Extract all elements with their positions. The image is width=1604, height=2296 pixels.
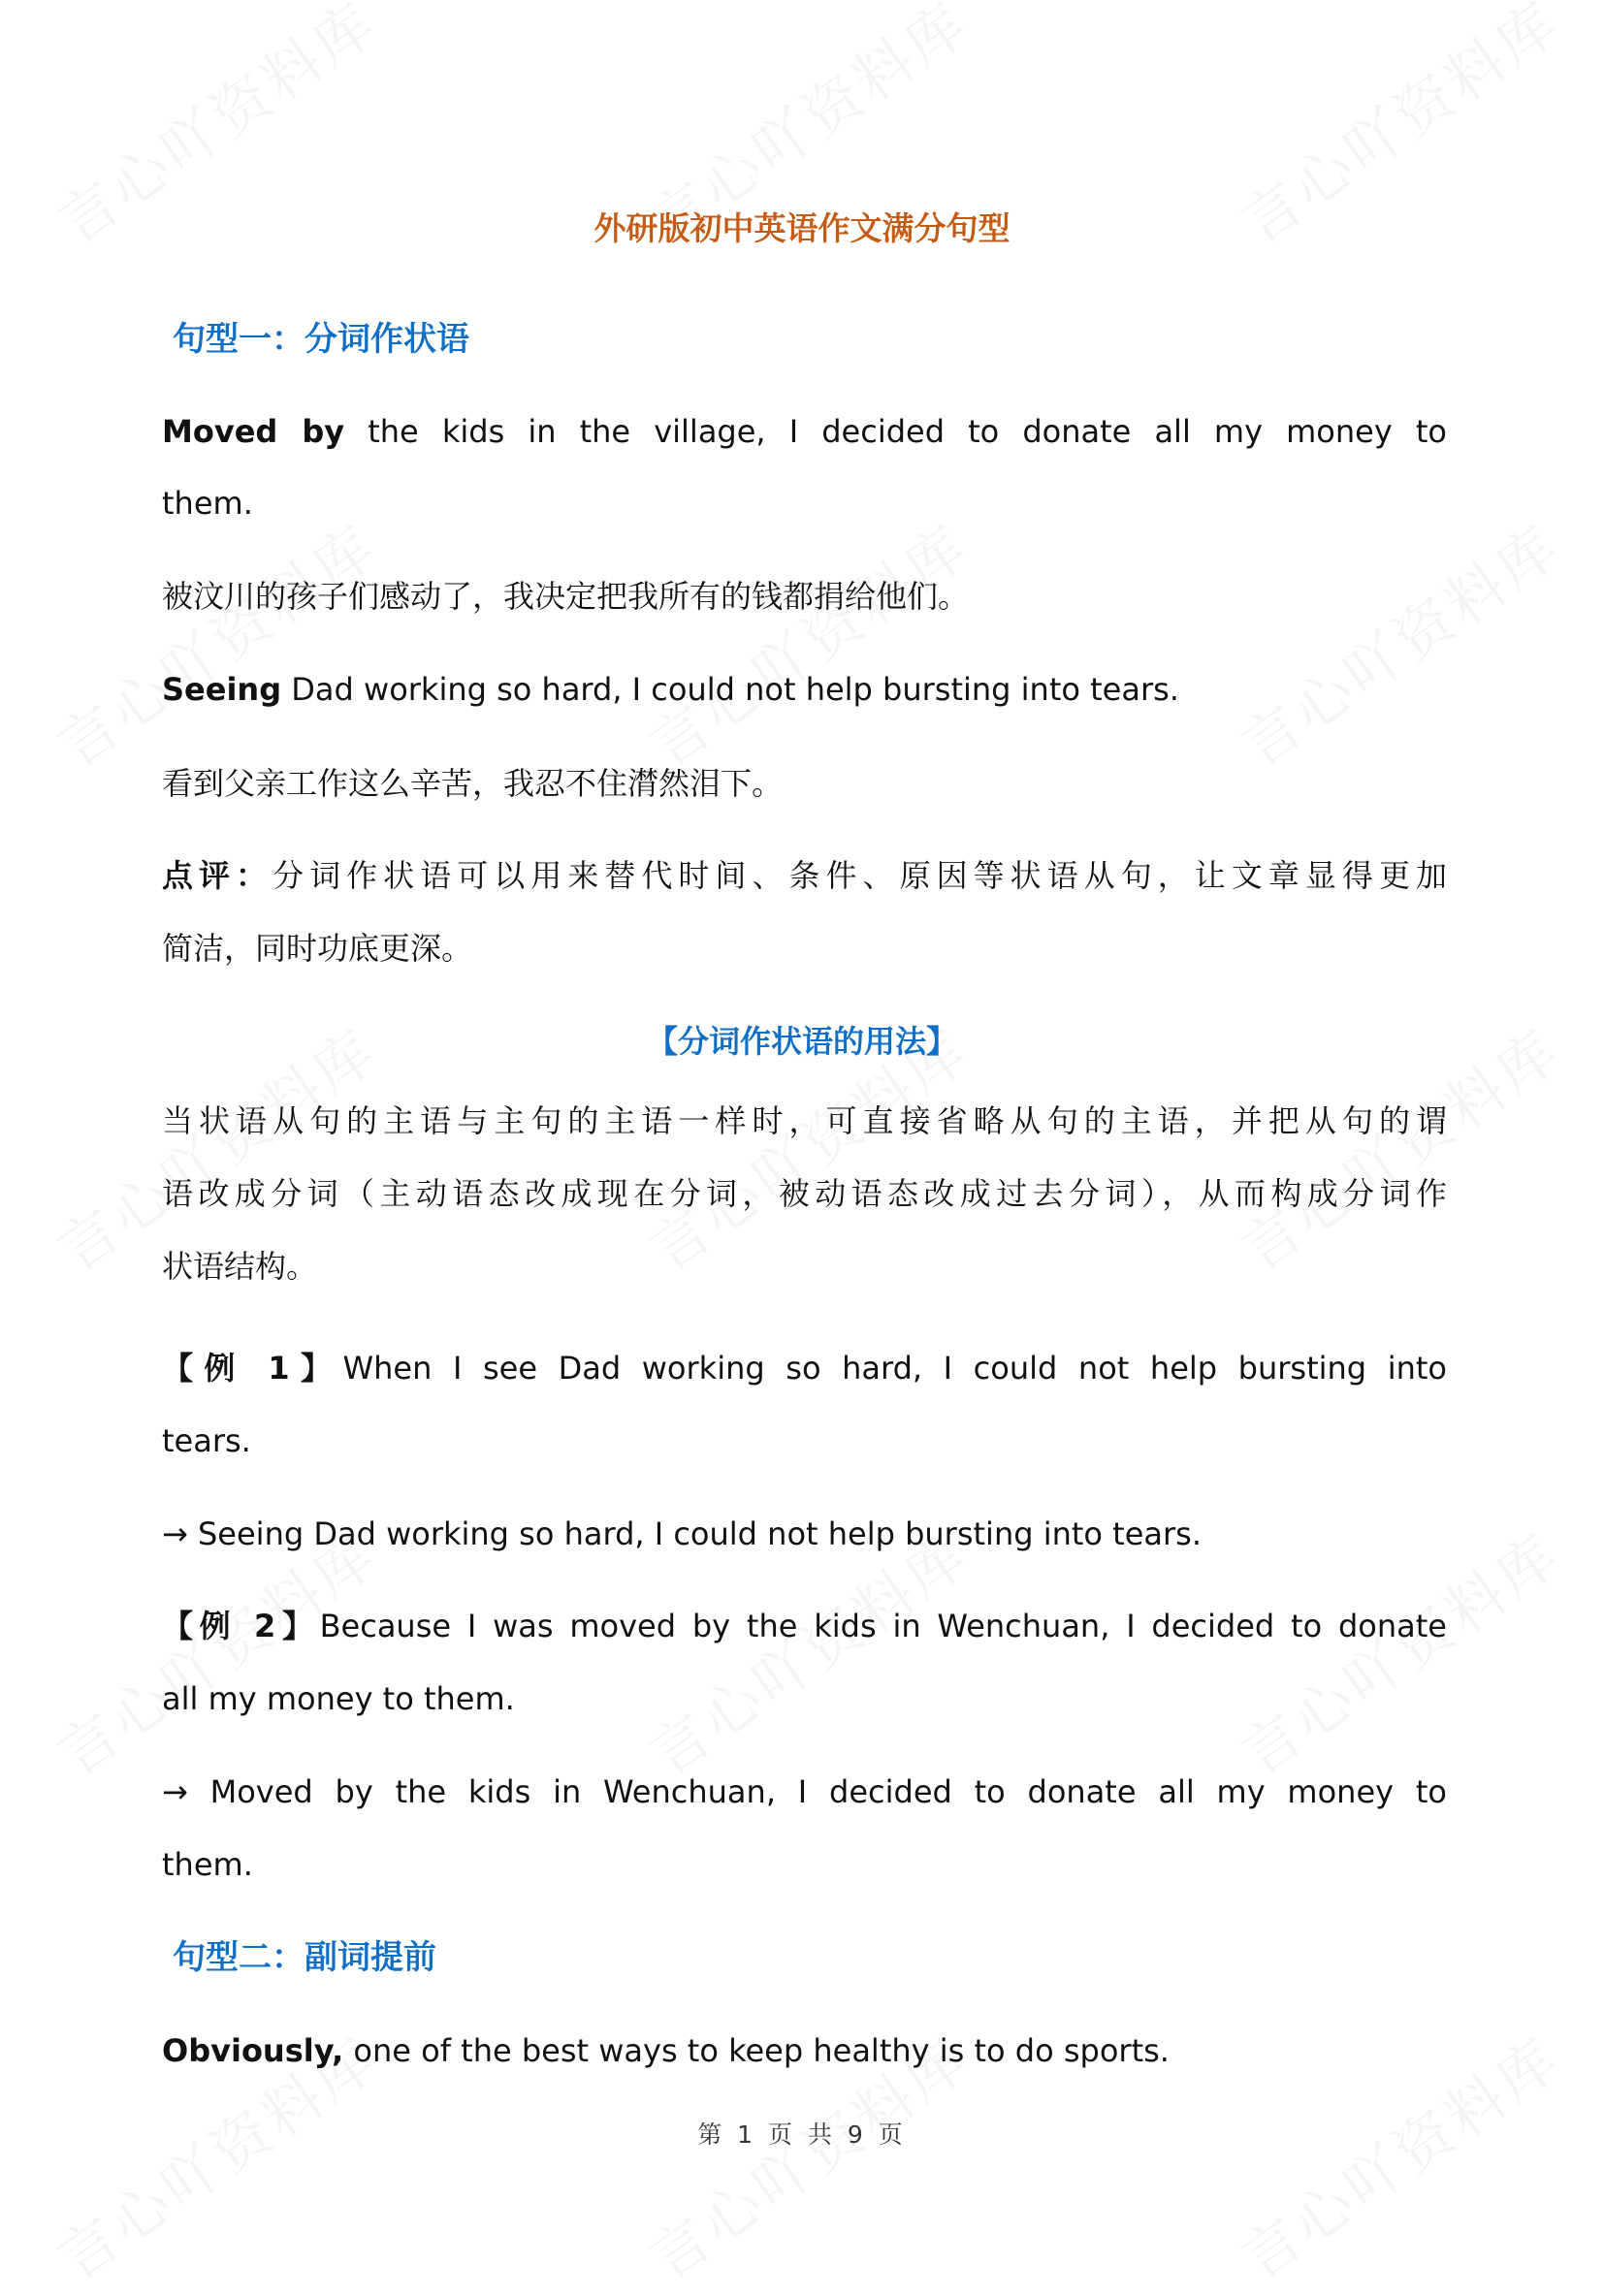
sentence-continuation: them. <box>162 485 253 522</box>
page-number: 第 1 页 共 9 页 <box>697 2121 907 2149</box>
example-2 <box>162 1605 1447 1647</box>
section1-heading: 句型一：分词作状语 <box>173 320 469 359</box>
example-sentence <box>162 668 1447 711</box>
usage-text: 当状语从句的主语与主句的主语一样时，可直接省略从句的主语，并把从句的谓 <box>162 1102 1447 1139</box>
section2-heading: 句型二：副词提前 <box>173 1938 436 1977</box>
bold-phrase: Moved by <box>162 413 345 450</box>
bold-phrase: Obviously, <box>162 2032 344 2069</box>
example-sentence <box>162 410 1447 453</box>
example-sentence <box>162 2029 1447 2072</box>
sentence-text: the kids in the village, I decided to donate all my money to <box>344 413 1447 450</box>
sentence-text: Dad working so hard, I could not help bursting into tears. <box>281 671 1179 708</box>
example-1 <box>162 1347 1447 1389</box>
example-result: → Seeing Dad working so hard, I could not help bursting into tears. <box>162 1515 1203 1552</box>
sentence-text: one of the best ways to keep healthy is to do sports. <box>343 2032 1170 2069</box>
comment-text: 分词作状语可以用来替代时间、条件、原因等状语从句，让文章显得更加 <box>273 857 1447 894</box>
bold-phrase: Seeing <box>162 671 282 708</box>
chinese-translation: 看到父亲工作这么辛苦，我忍不住潸然泪下。 <box>162 765 784 802</box>
watermark <box>1222 502 1575 784</box>
example-result: → Moved by the kids in Wenchuan, I decided to donate all my money to <box>162 1773 1447 1810</box>
document-title: 外研版初中英语作文满分句型 <box>593 209 1011 247</box>
watermark <box>630 502 983 784</box>
comment-label: 点评： <box>162 857 273 894</box>
example-continuation: all my money to them. <box>162 1680 515 1717</box>
example-text: When I see Dad working so hard, I could not help bursting into <box>342 1350 1447 1387</box>
example-continuation: tears. <box>162 1422 251 1459</box>
usage-text: 状语结构。 <box>162 1248 318 1285</box>
usage-heading: 【分词作状语的用法】 <box>646 1023 957 1060</box>
watermark <box>39 502 392 784</box>
comment-continuation: 简洁，同时功底更深。 <box>162 930 473 967</box>
example-label: 【例 1】 <box>162 1350 343 1387</box>
chinese-translation: 被汶川的孩子们感动了，我决定把我所有的钱都捐给他们。 <box>162 578 970 615</box>
example-label: 【例 2】 <box>162 1608 320 1644</box>
example-text: Because I was moved by the kids in Wenchuan, I decided to donate <box>319 1608 1447 1644</box>
example-result-continuation: them. <box>162 1846 253 1883</box>
usage-text: 语改成分词（主动语态改成现在分词，被动语态改成过去分词），从而构成分词作 <box>162 1175 1447 1212</box>
comment <box>162 854 1447 897</box>
